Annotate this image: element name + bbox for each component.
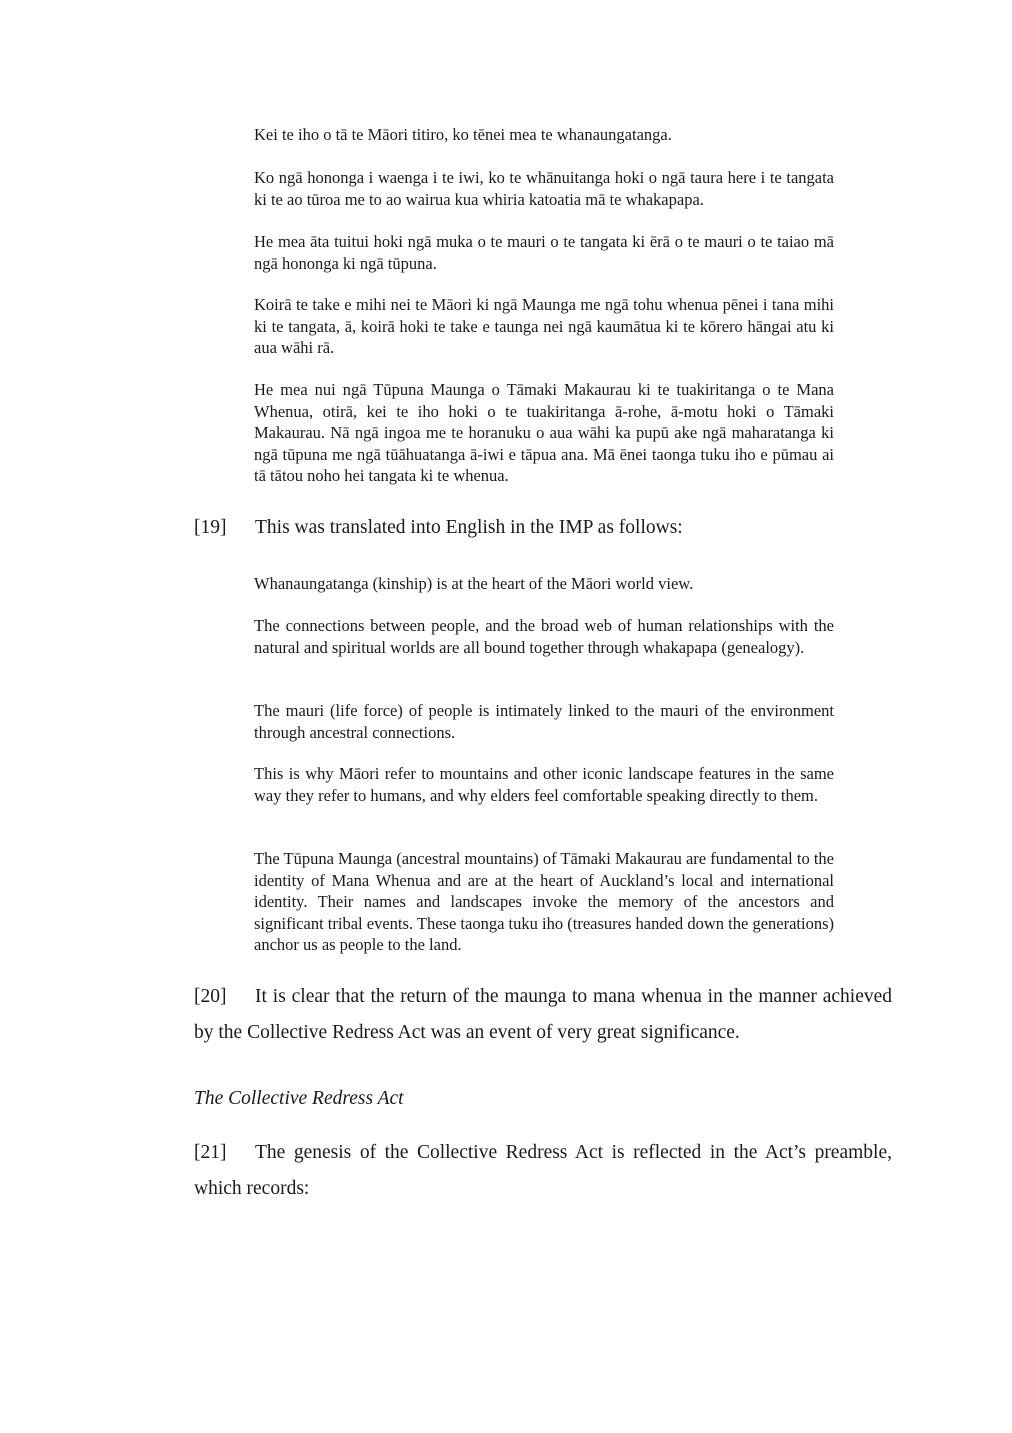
paragraph-text: This was translated into English in the IMP as follows: — [255, 517, 683, 538]
paragraph-text: The genesis of the Collective Redress Act is reflected in the Act’s preamble, which records: — [194, 1142, 892, 1199]
paragraph-20 — [194, 979, 892, 1051]
maori-quote-p1: Kei te iho o tā te Māori titiro, ko tēnei mea te whanaungatanga. — [254, 125, 672, 144]
paragraph-number: [20] — [194, 986, 227, 1007]
english-quote-p4: This is why Māori refer to mountains and other iconic landscape features in the same way they refer to humans, and why elders feel comfortable speaking directly to them. — [254, 764, 834, 805]
maori-quote-p4: Koirā te take e mihi nei te Māori ki ngā Maunga me ngā tohu whenua pēnei i tana mihi ki te tangata, ā, koirā hoki te take e taunga nei ngā kaumātua ki te kōrero hāngai atu ki aua wāhi rā. — [254, 295, 834, 357]
english-quote-p3: The mauri (life force) of people is intimately linked to the mauri of the environment through ancestral connections. — [254, 701, 834, 742]
section-heading: The Collective Redress Act — [194, 1088, 404, 1109]
maori-quote-p5: He mea nui ngā Tūpuna Maunga o Tāmaki Makaurau ki te tuakiritanga o te Mana Whenua, otirā, kei te iho hoki o te tuakiritanga ā-rohe, ā-motu hoki o Tāmaki Makaurau. Nā ngā ingoa me te horanuku o aua wāhi ka pupū ake ngā maharatanga ki ngā tūpuna me ngā tūāhuatanga ā-iwi e tāpua ana. Mā ēnei taonga tuku iho e pūmau ai tā tātou noho hei tangata ki te whenua. — [254, 380, 834, 485]
paragraph-text: It is clear that the return of the maunga to mana whenua in the manner achieved by the Collective Redress Act was an event of very great significance. — [194, 986, 892, 1043]
paragraph-19 — [194, 516, 683, 540]
maori-quote-p2: Ko ngā hononga i waenga i te iwi, ko te whānuitanga hoki o ngā taura here i te tangata ki te ao tūroa me to ao wairua kua whiria katoatia mā te whakapapa. — [254, 168, 834, 209]
paragraph-number: [21] — [194, 1142, 227, 1163]
paragraph-number: [19] — [194, 517, 227, 538]
english-quote-p2: The connections between people, and the broad web of human relationships with the natural and spiritual worlds are all bound together through whakapapa (genealogy). — [254, 616, 834, 657]
maori-quote-p3: He mea āta tuitui hoki ngā muka o te mauri o te tangata ki ērā o te mauri o te taiao mā ngā hononga ki ngā tūpuna. — [254, 232, 834, 273]
paragraph-21 — [194, 1135, 892, 1207]
english-quote-p1: Whanaungatanga (kinship) is at the heart of the Māori world view. — [254, 574, 694, 593]
english-quote-p5: The Tūpuna Maunga (ancestral mountains) of Tāmaki Makaurau are fundamental to the identity of Mana Whenua and are at the heart of Auckland’s local and international identity. Their names and landscapes invoke the memory of the ancestors and significant tribal events. These taonga tuku iho (treasures handed down the generations) anchor us as people to the land. — [254, 849, 834, 954]
